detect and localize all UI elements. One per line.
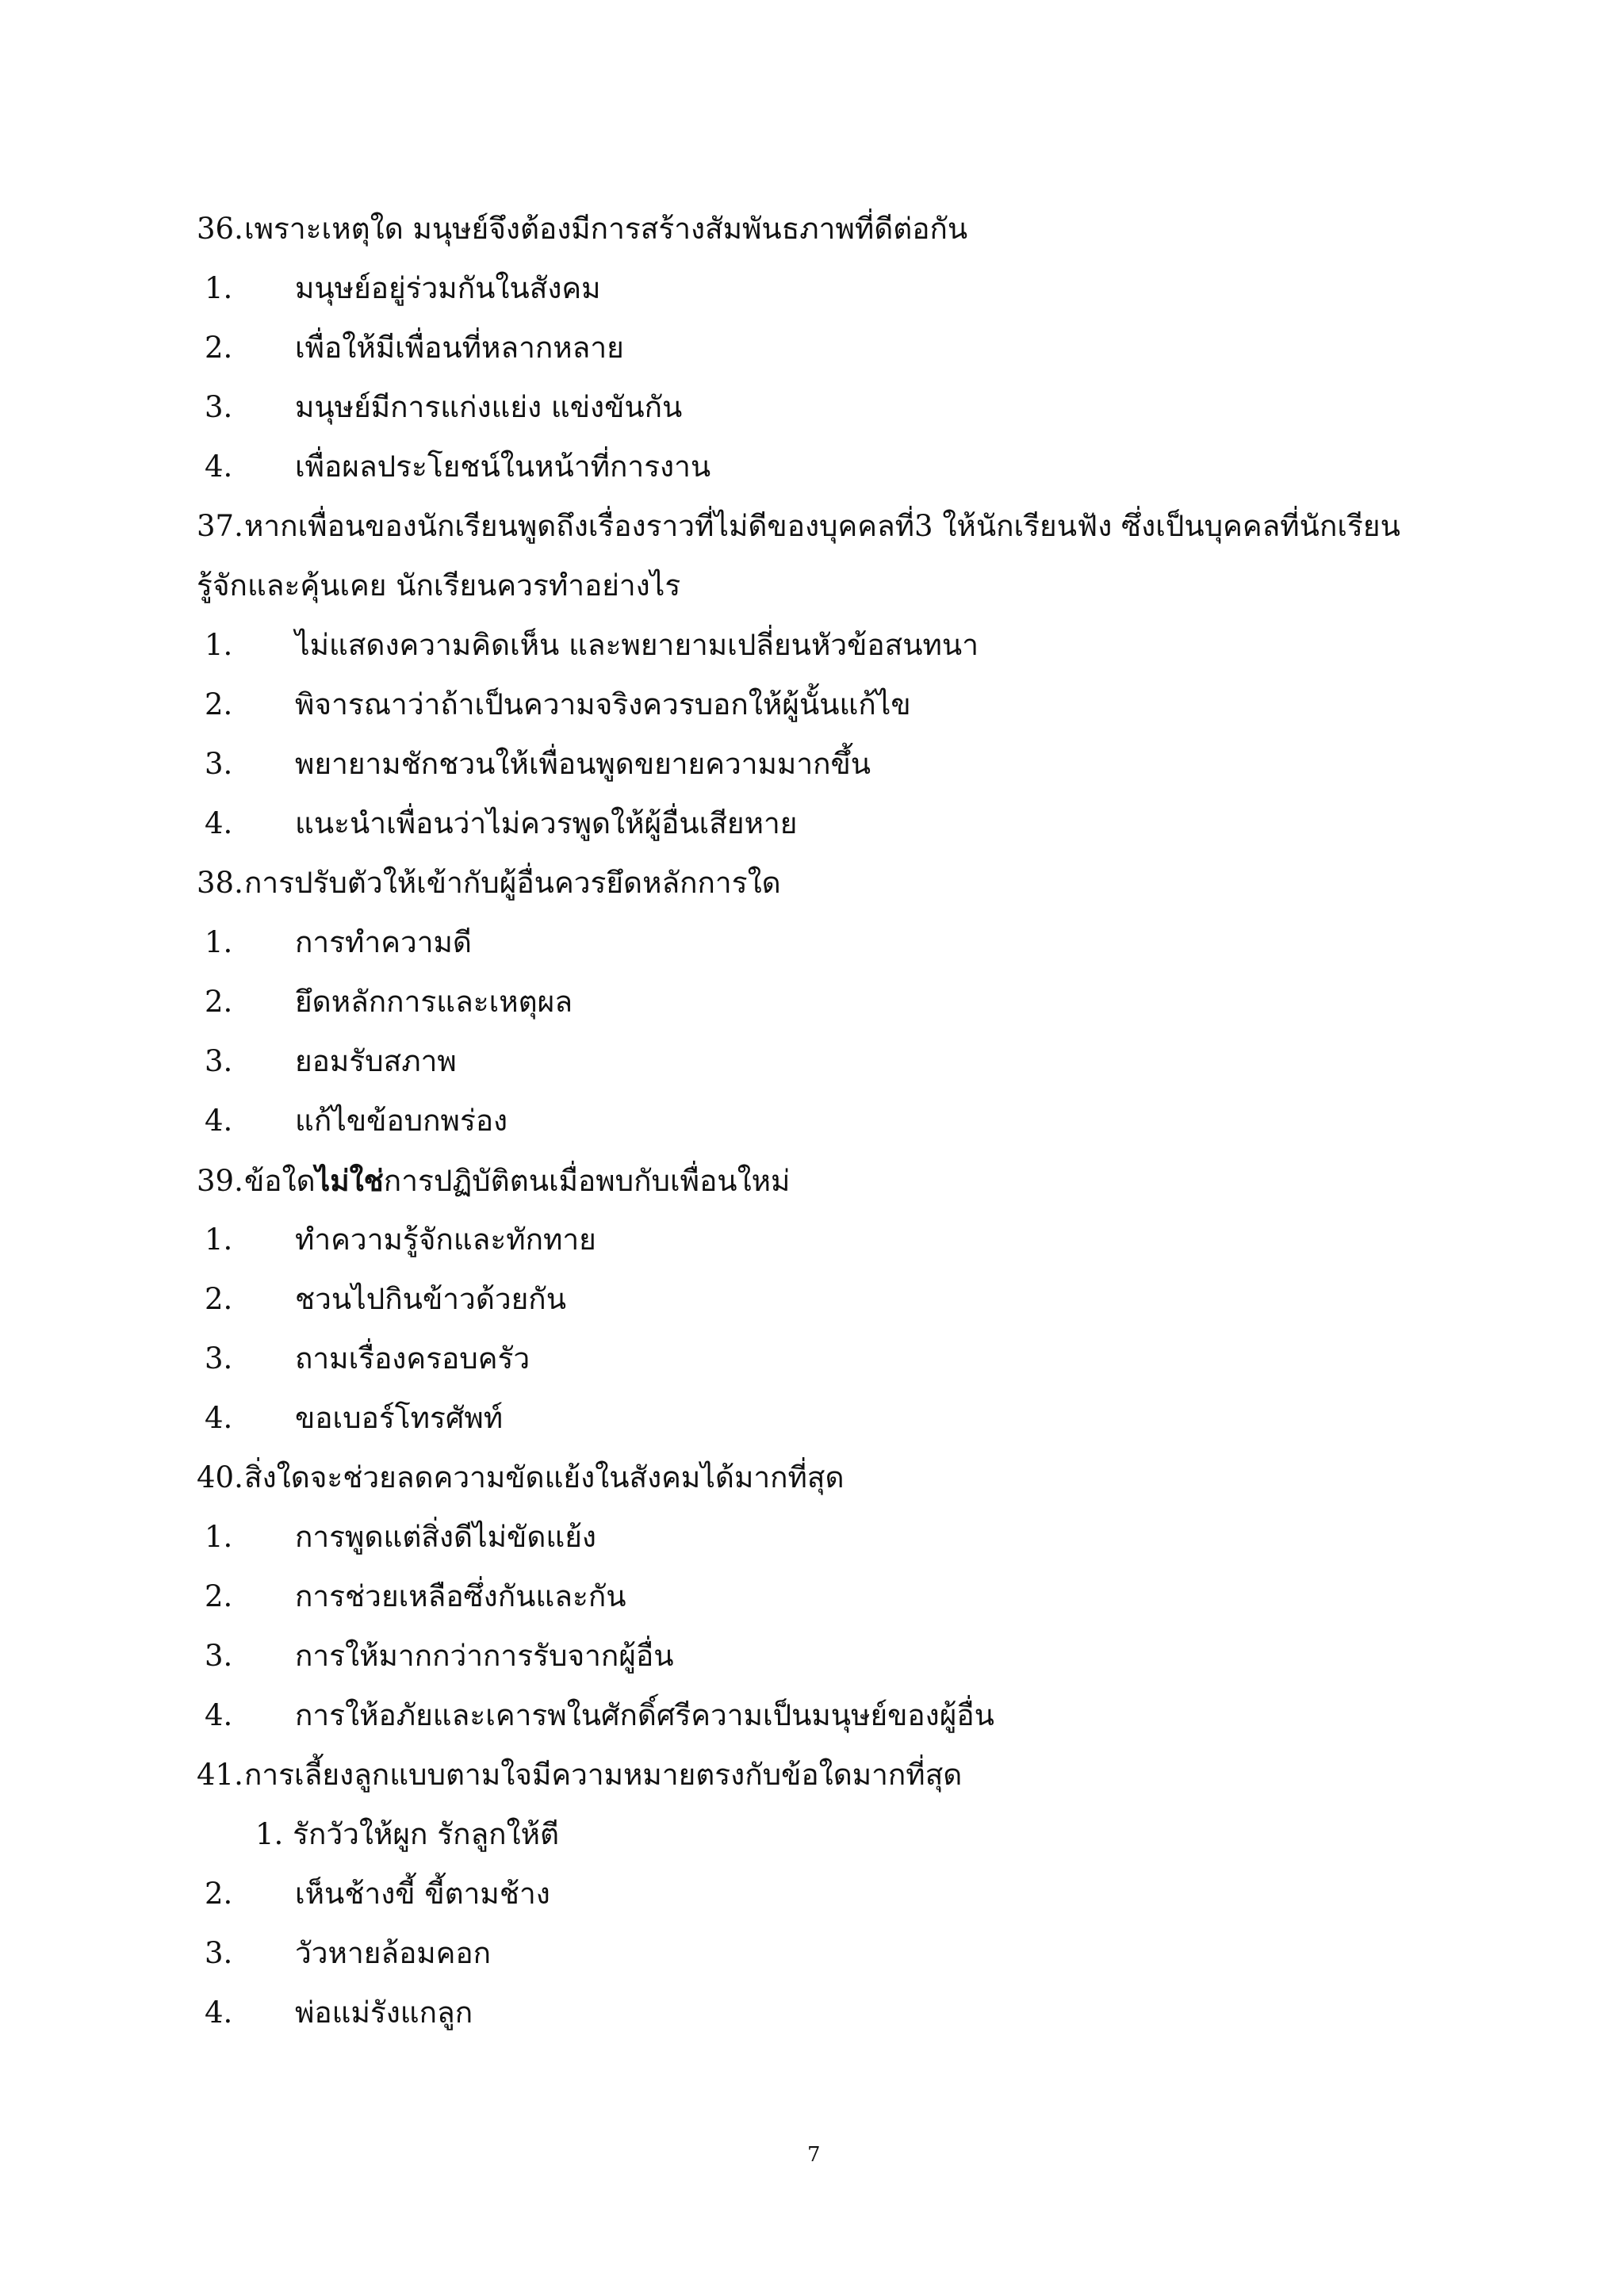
option-text: รักวัวให้ผูก รักลูกให้ตี	[293, 1817, 560, 1851]
option-number: 4.	[205, 806, 233, 840]
option-text: พยายามชักชวนให้เพื่อนพูดขยายความมากขึ้น	[295, 747, 871, 781]
option-text: ทำความรู้จักและทักทาย	[295, 1223, 596, 1257]
option-number: 1.	[205, 1223, 233, 1257]
question-text: หากเพื่อนของนักเรียนพูดถึงเรื่องราวที่ไม่ดีของบุคคลที่3 ให้นักเรียนฟัง ซึ่งเป็นบุคคลที่นักเรียน	[244, 509, 1400, 543]
option-text: วัวหายล้อมคอก	[295, 1936, 492, 1970]
question-text: สิ่งใดจะช่วยลดความขัดแย้งในสังคมได้มากที่สุด	[244, 1460, 845, 1494]
question-41	[197, 1751, 962, 1799]
option-text: พิจารณาว่าถ้าเป็นความจริงควรบอกให้ผู้นั้นแก้ไข	[295, 687, 911, 721]
option-number: 2.	[205, 331, 233, 365]
option-text: ขอเบอร์โทรศัพท์	[295, 1401, 504, 1435]
option-number: 4.	[205, 450, 233, 484]
question-number: 40.	[197, 1460, 243, 1494]
question-37	[197, 503, 1400, 550]
option-text: เพื่อให้มีเพื่อนที่หลากหลาย	[295, 331, 624, 365]
option-number: 4.	[205, 1698, 233, 1732]
question-number: 36.	[197, 212, 243, 246]
option-text: การช่วยเหลือซึ่งกันและกัน	[295, 1579, 626, 1613]
option-number: 3.	[205, 1341, 233, 1376]
question-number: 37.	[197, 509, 243, 543]
option-number: 3.	[205, 1639, 233, 1673]
question-number: 39.	[197, 1164, 243, 1198]
option-number: 4.	[205, 1401, 233, 1435]
option-number: 1.	[205, 628, 233, 662]
option-text: แนะนำเพื่อนว่าไม่ควรพูดให้ผู้อื่นเสียหาย	[295, 806, 798, 840]
question-39	[197, 1157, 790, 1204]
option-text: แก้ไขข้อบกพร่อง	[295, 1104, 508, 1138]
option-text: พ่อแม่รังแกลูก	[295, 1996, 473, 2030]
option-number: 3.	[205, 1044, 233, 1078]
option-text: ชวนไปกินข้าวด้วยกัน	[295, 1282, 566, 1316]
option-number: 3.	[205, 747, 233, 781]
option-number: 4.	[205, 1996, 233, 2030]
question-text-after: การปฏิบัติตนเมื่อพบกับเพื่อนใหม่	[383, 1164, 791, 1198]
question-number: 38.	[197, 866, 243, 900]
question-text: การปรับตัวให้เข้ากับผู้อื่นควรยึดหลักการใด	[244, 866, 781, 900]
option-number: 2.	[205, 687, 233, 721]
question-text-before: ข้อใด	[244, 1164, 316, 1198]
option-number: 2.	[205, 985, 233, 1019]
option-text: มนุษย์อยู่ร่วมกันในสังคม	[295, 271, 601, 305]
question-text-emphasis: ไม่ใช่	[315, 1163, 384, 1198]
question-text: การเลี้ยงลูกแบบตามใจมีความหมายตรงกับข้อใดมากที่สุด	[244, 1758, 963, 1792]
option-number: 1.	[255, 1817, 284, 1851]
option-text: ไม่แสดงความคิดเห็น และพยายามเปลี่ยนหัวข้อสนทนา	[295, 628, 979, 662]
option-text: การให้มากกว่าการรับจากผู้อื่น	[295, 1639, 674, 1673]
page-number: 7	[807, 2143, 821, 2167]
question-number: 41.	[197, 1758, 243, 1792]
option-text: เพื่อผลประโยชน์ในหน้าที่การงาน	[295, 450, 711, 484]
option-text: การทำความดี	[295, 925, 472, 959]
option-text: ยอมรับสภาพ	[295, 1044, 457, 1078]
option-number: 4.	[205, 1104, 233, 1138]
option-number: 2.	[205, 1282, 233, 1316]
option-number: 1.	[205, 271, 233, 305]
option-text: มนุษย์มีการแก่งแย่ง แข่งขันกัน	[295, 390, 683, 424]
option-number: 2.	[205, 1579, 233, 1613]
question-text-continued: รู้จักและคุ้นเคย นักเรียนควรทำอย่างไร	[197, 568, 681, 603]
option-number: 3.	[205, 1936, 233, 1970]
option	[255, 1811, 559, 1858]
option-text: เห็นช้างขี้ ขี้ตามช้าง	[295, 1877, 550, 1911]
option-text: การพูดแต่สิ่งดีไม่ขัดแย้ง	[295, 1520, 596, 1554]
question-40	[197, 1454, 845, 1502]
option-text: การให้อภัยและเคารพในศักดิ์ศรีความเป็นมนุษย์ของผู้อื่น	[295, 1698, 994, 1732]
option-text: ยึดหลักการและเหตุผล	[295, 985, 573, 1019]
option-number: 1.	[205, 1520, 233, 1554]
question-text: เพราะเหตุใด มนุษย์จึงต้องมีการสร้างสัมพันธภาพที่ดีต่อกัน	[244, 212, 968, 246]
option-number: 3.	[205, 390, 233, 424]
question-36	[197, 205, 967, 253]
option-text: ถามเรื่องครอบครัว	[295, 1341, 530, 1376]
question-38	[197, 859, 781, 907]
option-number: 1.	[205, 925, 233, 959]
option-number: 2.	[205, 1877, 233, 1911]
